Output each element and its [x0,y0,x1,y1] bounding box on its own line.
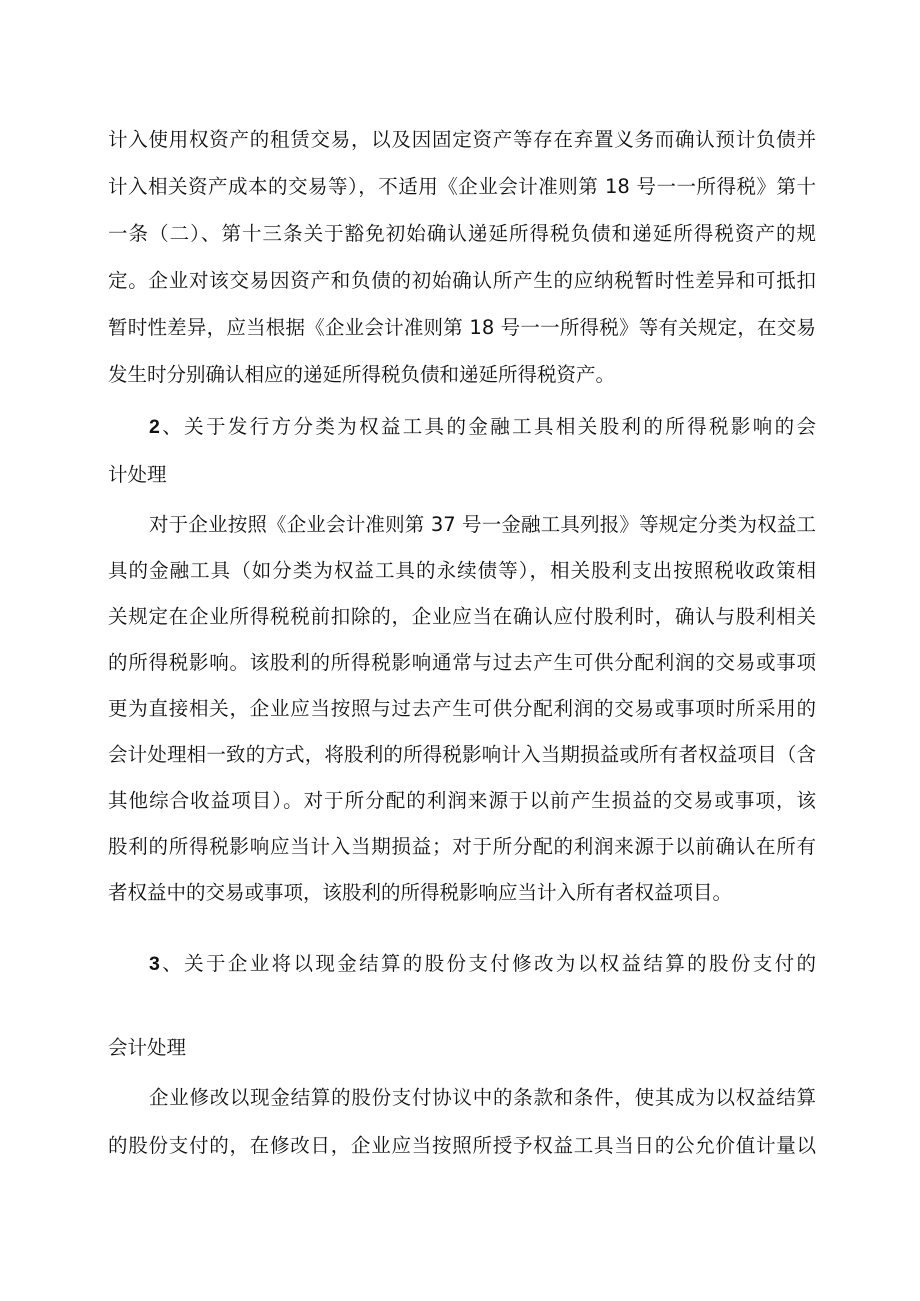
paragraph-3-line-1: 企业修改以现金结算的股份支付协议中的条款和条件，使其成为以权益结算 [149,1086,816,1109]
section-heading-2-line-2: 计处理 [108,463,167,486]
paragraph-2-line-2: 具的金融工具（如分类为权益工具的永续债等），相关股利支出按照税收政策相 [108,559,816,582]
paragraph-2-line-4: 的所得税影响。该股利的所得税影响通常与过去产生可供分配利润的交易或事项 [108,651,816,674]
paragraph-2-line-8: 股利的所得税影响应当计入当期损益；对于所分配的利润来源于以前确认在所有 [108,835,816,858]
paragraph-2-line-6: 会计处理相一致的方式，将股利的所得税影响计入当期损益或所有者权益项目（含 [108,743,816,766]
section-heading-2-text: 、关于发行方分类为权益工具的金融工具相关股利的所得税影响的会 [159,415,816,438]
section-heading-3-text: 、关于企业将以现金结算的股份支付修改为以权益结算的股份支付的 [159,952,816,975]
paragraph-1-line-1: 计入使用权资产的租赁交易，以及因固定资产等存在弃置义务而确认预计负债并 [108,128,816,151]
paragraph-1-line-4: 定。企业对该交易因资产和负债的初始确认所产生的应纳税暂时性差异和可抵扣 [108,269,816,292]
section-number-2: 2 [149,416,160,438]
section-heading-3 [149,949,816,979]
paragraph-2-line-9: 者权益中的交易或事项，该股利的所得税影响应当计入所有者权益项目。 [108,881,733,904]
section-number-3: 3 [149,953,160,975]
section-heading-2 [149,412,816,442]
paragraph-2-line-5: 更为直接相关，企业应当按照与过去产生可供分配利润的交易或事项时所采用的 [108,697,816,720]
paragraph-2-line-1: 对于企业按照《企业会计准则第 37 号一金融工具列报》等规定分类为权益工 [149,513,816,536]
paragraph-3-line-2: 的股份支付的，在修改日，企业应当按照所授予权益工具当日的公允价值计量以 [108,1134,816,1157]
paragraph-2-line-7: 其他综合收益项目）。对于所分配的利润来源于以前产生损益的交易或事项，该 [108,789,816,812]
paragraph-1-line-5: 暂时性差异，应当根据《企业会计准则第 18 号一一所得税》等有关规定，在交易 [108,316,816,339]
paragraph-1-line-6: 发生时分别确认相应的递延所得税负债和递延所得税资产。 [108,363,616,386]
section-heading-3-line-2: 会计处理 [108,1036,187,1059]
paragraph-2-line-3: 关规定在企业所得税税前扣除的，企业应当在确认应付股利时，确认与股利相关 [108,605,816,628]
paragraph-1-line-2: 计入相关资产成本的交易等），不适用《企业会计准则第 18 号一一所得税》第十 [108,175,816,198]
paragraph-1-line-3: 一条（二）、第十三条关于豁免初始确认递延所得税负债和递延所得税资产的规 [108,222,816,245]
